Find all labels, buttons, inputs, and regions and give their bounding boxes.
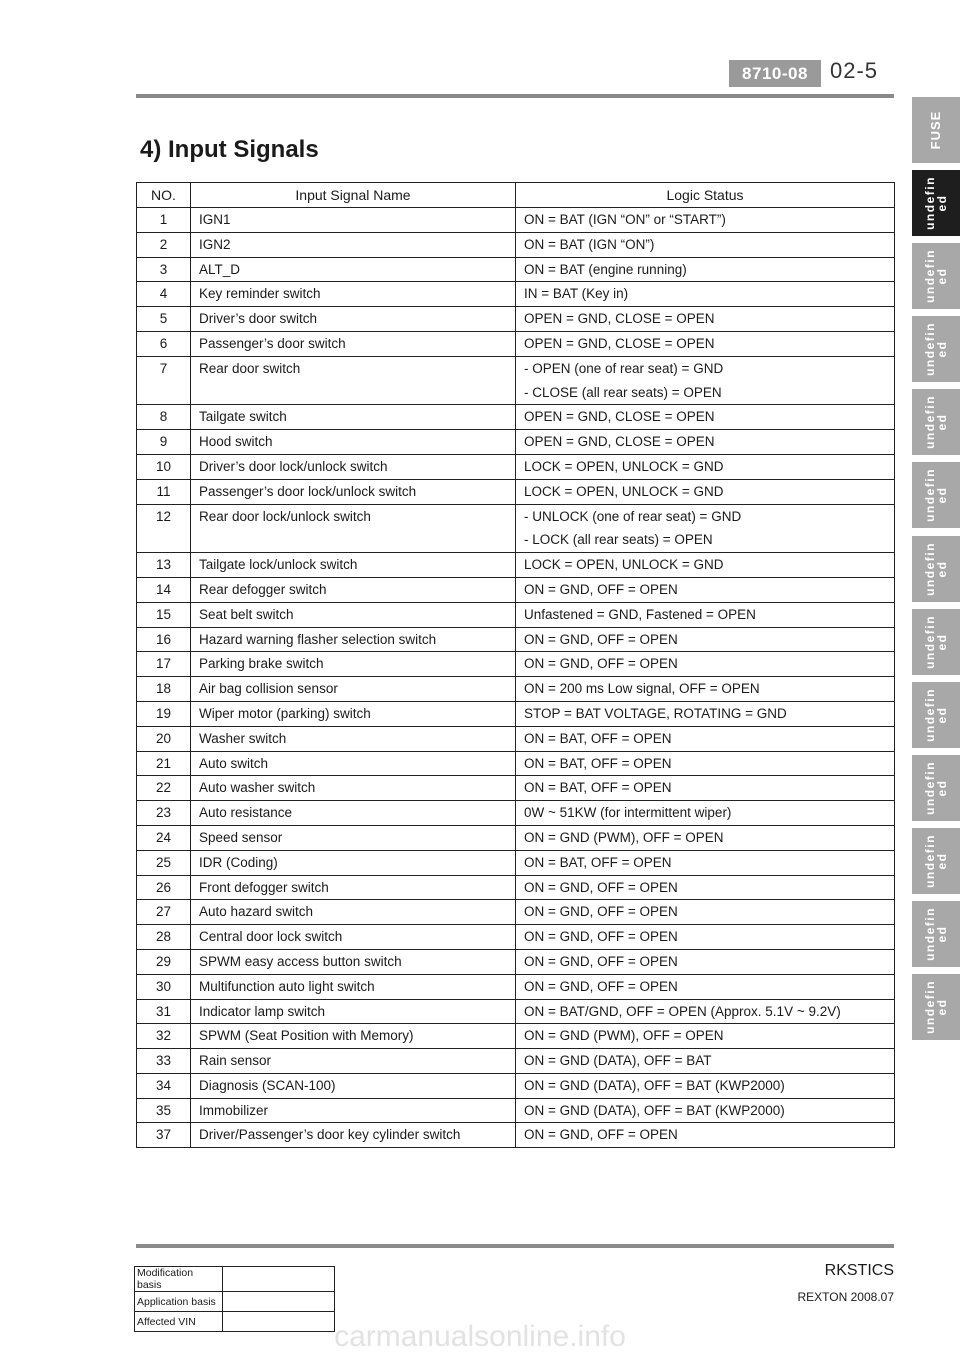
watermark: carmanualsonline.info	[334, 1320, 626, 1353]
logic-status	[516, 652, 895, 677]
modification-label: Modification basis	[135, 1267, 223, 1292]
tab-chapter[interactable]	[912, 243, 960, 309]
logic-status-line: ON = BAT, OFF = OPEN	[524, 730, 672, 746]
logic-status-line: ON = 200 ms Low signal, OFF = OPEN	[524, 681, 760, 697]
row-number: 20	[137, 726, 191, 751]
modification-value	[223, 1292, 335, 1312]
row-number: 6	[137, 331, 191, 356]
row-number: 25	[137, 850, 191, 875]
tab-chapter[interactable]	[912, 536, 960, 602]
brand-name: RKSTICS	[824, 1262, 894, 1279]
tab-chapter[interactable]	[912, 828, 960, 894]
logic-status-line: - UNLOCK (one of rear seat) = GND	[524, 508, 742, 524]
table-row	[137, 627, 895, 652]
signal-name: Speed sensor	[191, 825, 516, 850]
logic-status-line: ON = GND, OFF = OPEN	[524, 631, 678, 647]
logic-status-line: ON = GND, OFF = OPEN	[524, 581, 678, 597]
logic-status-line: ON = BAT (IGN “ON”)	[524, 236, 655, 252]
signal-name: Rain sensor	[191, 1049, 516, 1074]
logic-status-line: Unfastened = GND, Fastened = OPEN	[524, 606, 756, 622]
tab-label: undefin ed	[923, 760, 949, 815]
tab-label: undefin ed	[923, 468, 949, 523]
table-row	[137, 652, 895, 677]
signal-name: Passenger’s door switch	[191, 331, 516, 356]
logic-status-line: ON = BAT (engine running)	[524, 261, 687, 277]
section-code-badge: 8710-08	[729, 60, 821, 87]
tab-chapter[interactable]	[912, 389, 960, 455]
tab-label: undefin ed	[923, 980, 949, 1035]
tab-label: undefin ed	[923, 834, 949, 888]
table-row	[137, 875, 895, 900]
row-number: 21	[137, 751, 191, 776]
signal-name: Hazard warning flasher selection switch	[191, 627, 516, 652]
table-row	[137, 751, 895, 776]
signal-name: Driver/Passenger’s door key cylinder switch	[191, 1123, 516, 1148]
table-row	[137, 577, 895, 602]
signal-name: IGN2	[191, 232, 516, 257]
row-number: 7	[137, 356, 191, 405]
table-row	[137, 999, 895, 1024]
logic-status-line: ON = BAT, OFF = OPEN	[524, 780, 672, 796]
logic-status-line: ON = GND, OFF = OPEN	[524, 953, 678, 969]
logic-status	[516, 801, 895, 826]
table-row	[137, 949, 895, 974]
signal-name: Key reminder switch	[191, 282, 516, 307]
logic-status-line: - OPEN (one of rear seat) = GND	[524, 360, 724, 376]
logic-status-line: IN = BAT (Key in)	[524, 286, 629, 302]
row-number: 10	[137, 454, 191, 479]
logic-status	[516, 282, 895, 307]
table-row	[137, 1073, 895, 1098]
row-number: 13	[137, 553, 191, 578]
logic-status	[516, 454, 895, 479]
row-number: 22	[137, 776, 191, 801]
logic-status-line: ON = GND, OFF = OPEN	[524, 929, 678, 945]
logic-status-line: ON = GND, OFF = OPEN	[524, 1127, 678, 1143]
row-number: 24	[137, 825, 191, 850]
signal-name: Tailgate switch	[191, 405, 516, 430]
footer-rule	[136, 1244, 894, 1248]
tab-label: undefin ed	[923, 687, 949, 742]
chapter-tabs	[912, 97, 960, 1047]
row-number: 14	[137, 577, 191, 602]
modification-row	[135, 1267, 335, 1292]
table-row	[137, 677, 895, 702]
logic-status	[516, 479, 895, 504]
signal-name: Diagnosis (SCAN-100)	[191, 1073, 516, 1098]
logic-status	[516, 331, 895, 356]
logic-status	[516, 900, 895, 925]
row-number: 29	[137, 949, 191, 974]
modification-label: Application basis	[135, 1292, 223, 1312]
logic-status	[516, 307, 895, 332]
table-row	[137, 801, 895, 826]
page-number: 02-5	[830, 58, 879, 83]
tab-chapter[interactable]	[912, 901, 960, 967]
logic-status-line: ON = GND, OFF = OPEN	[524, 879, 678, 895]
logic-status-line: OPEN = GND, CLOSE = OPEN	[524, 311, 715, 327]
logic-status-line: LOCK = OPEN, UNLOCK = GND	[524, 483, 724, 499]
header-rule	[136, 94, 894, 98]
logic-status-line: ON = GND, OFF = OPEN	[524, 656, 678, 672]
table-row	[137, 208, 895, 233]
logic-status	[516, 577, 895, 602]
tab-chapter[interactable]	[912, 170, 960, 236]
logic-status-line: STOP = BAT VOLTAGE, ROTATING = GND	[524, 705, 787, 721]
page-title: 4) Input Signals	[140, 136, 319, 163]
logic-status	[516, 1098, 895, 1123]
signal-name: Auto resistance	[191, 801, 516, 826]
table-row	[137, 701, 895, 726]
signal-name: Multifunction auto light switch	[191, 974, 516, 999]
modification-value	[223, 1267, 335, 1292]
tab-chapter[interactable]	[912, 609, 960, 675]
table-row	[137, 257, 895, 282]
row-number: 33	[137, 1049, 191, 1074]
tab-label: undefin ed	[923, 249, 949, 304]
signal-name: Rear door switch	[191, 356, 516, 405]
signal-name: IDR (Coding)	[191, 850, 516, 875]
row-number: 4	[137, 282, 191, 307]
logic-status-line: ON = GND, OFF = OPEN	[524, 978, 678, 994]
modification-row	[135, 1292, 335, 1312]
table-row	[137, 430, 895, 455]
row-number: 5	[137, 307, 191, 332]
logic-status	[516, 949, 895, 974]
table-row	[137, 1123, 895, 1148]
table-header-row	[137, 183, 895, 208]
row-number: 17	[137, 652, 191, 677]
table-row	[137, 726, 895, 751]
logic-status-line: ON = GND (DATA), OFF = BAT (KWP2000)	[524, 1077, 785, 1093]
row-number: 11	[137, 479, 191, 504]
table-row	[137, 356, 895, 405]
table-row	[137, 776, 895, 801]
row-number: 18	[137, 677, 191, 702]
row-number: 34	[137, 1073, 191, 1098]
logic-status	[516, 974, 895, 999]
signal-name: Wiper motor (parking) switch	[191, 701, 516, 726]
modification-label: Affected VIN	[135, 1312, 223, 1332]
table-body	[137, 208, 895, 1148]
row-number: 8	[137, 405, 191, 430]
signal-name: Passenger’s door lock/unlock switch	[191, 479, 516, 504]
logic-status	[516, 776, 895, 801]
tab-chapter[interactable]	[912, 462, 960, 528]
logic-status-line: ON = BAT (IGN “ON” or “START”)	[524, 212, 726, 227]
logic-status	[516, 208, 895, 233]
signal-name: Parking brake switch	[191, 652, 516, 677]
signal-name: SPWM (Seat Position with Memory)	[191, 1024, 516, 1049]
signal-name: Air bag collision sensor	[191, 677, 516, 702]
row-number: 32	[137, 1024, 191, 1049]
tab-chapter[interactable]	[912, 974, 960, 1040]
table-row	[137, 900, 895, 925]
header-signal-name: Input Signal Name	[191, 183, 516, 208]
logic-status	[516, 1049, 895, 1074]
signal-name: Hood switch	[191, 430, 516, 455]
input-signals-table	[136, 182, 895, 1148]
logic-status-line: LOCK = OPEN, UNLOCK = GND	[524, 557, 724, 573]
logic-status	[516, 232, 895, 257]
row-number: 15	[137, 602, 191, 627]
logic-status-line: ON = BAT, OFF = OPEN	[524, 755, 672, 771]
tab-label: undefin ed	[923, 176, 949, 231]
row-number: 28	[137, 925, 191, 950]
logic-status	[516, 430, 895, 455]
tab-chapter[interactable]	[912, 755, 960, 821]
table-row	[137, 282, 895, 307]
table-row	[137, 1098, 895, 1123]
signal-name: Tailgate lock/unlock switch	[191, 553, 516, 578]
table-row	[137, 850, 895, 875]
signal-name: Driver’s door switch	[191, 307, 516, 332]
logic-status-line: ON = BAT/GND, OFF = OPEN (Approx. 5.1V ~ 9.2V)	[524, 1003, 841, 1019]
table-row	[137, 232, 895, 257]
logic-status-line: ON = GND (DATA), OFF = BAT (KWP2000)	[524, 1102, 785, 1118]
signal-name: Front defogger switch	[191, 875, 516, 900]
signal-name: Auto switch	[191, 751, 516, 776]
signal-name: Driver’s door lock/unlock switch	[191, 454, 516, 479]
tab-label: undefin ed	[923, 322, 949, 377]
tab-chapter[interactable]	[912, 682, 960, 748]
header-logic-status: Logic Status	[516, 183, 895, 208]
row-number: 2	[137, 232, 191, 257]
signal-name: ALT_D	[191, 257, 516, 282]
logic-status	[516, 405, 895, 430]
logic-status	[516, 850, 895, 875]
row-number: 37	[137, 1123, 191, 1148]
table-row	[137, 405, 895, 430]
logic-status	[516, 553, 895, 578]
signal-name: IGN1	[191, 208, 516, 233]
logic-status-line: LOCK = OPEN, UNLOCK = GND	[524, 458, 724, 474]
logic-status	[516, 627, 895, 652]
logic-status-line: OPEN = GND, CLOSE = OPEN	[524, 409, 715, 425]
logic-status-line: - LOCK (all rear seats) = OPEN	[524, 532, 713, 548]
logic-status	[516, 504, 895, 553]
table-row	[137, 1024, 895, 1049]
table-row	[137, 307, 895, 332]
logic-status	[516, 701, 895, 726]
tab-label: undefin ed	[923, 541, 949, 596]
signal-name: Central door lock switch	[191, 925, 516, 950]
tab-label: undefin ed	[923, 907, 949, 961]
row-number: 12	[137, 504, 191, 553]
row-number: 31	[137, 999, 191, 1024]
tab-label: undefin ed	[923, 395, 949, 450]
logic-status	[516, 602, 895, 627]
tab-label: undefin ed	[923, 614, 949, 669]
row-number: 1	[137, 208, 191, 233]
logic-status-line: ON = BAT, OFF = OPEN	[524, 854, 672, 870]
table-row	[137, 602, 895, 627]
signal-name: Auto hazard switch	[191, 900, 516, 925]
header-no: NO.	[137, 183, 191, 208]
row-number: 16	[137, 627, 191, 652]
signal-name: Rear door lock/unlock switch	[191, 504, 516, 553]
logic-status-line: ON = GND (PWM), OFF = OPEN	[524, 829, 724, 845]
logic-status	[516, 825, 895, 850]
signal-name: SPWM easy access button switch	[191, 949, 516, 974]
signal-name: Rear defogger switch	[191, 577, 516, 602]
row-number: 30	[137, 974, 191, 999]
signal-name: Indicator lamp switch	[191, 999, 516, 1024]
logic-status-line: ON = GND (PWM), OFF = OPEN	[524, 1028, 724, 1044]
signal-name: Immobilizer	[191, 1098, 516, 1123]
signal-name: Auto washer switch	[191, 776, 516, 801]
row-number: 9	[137, 430, 191, 455]
tab-fuse[interactable]	[912, 97, 960, 163]
table-row	[137, 825, 895, 850]
signal-name: Washer switch	[191, 726, 516, 751]
logic-status-line: 0W ~ 51KW (for intermittent wiper)	[524, 805, 732, 821]
logic-status	[516, 875, 895, 900]
logic-status	[516, 1123, 895, 1148]
tab-chapter[interactable]	[912, 316, 960, 382]
logic-status-line: ON = GND, OFF = OPEN	[524, 904, 678, 920]
logic-status	[516, 925, 895, 950]
row-number: 35	[137, 1098, 191, 1123]
tab-label: FUSE	[928, 110, 943, 150]
table-row	[137, 504, 895, 553]
table-row	[137, 454, 895, 479]
logic-status-line: OPEN = GND, CLOSE = OPEN	[524, 335, 715, 351]
table-row	[137, 331, 895, 356]
table-row	[137, 553, 895, 578]
table-row	[137, 974, 895, 999]
logic-status-line: OPEN = GND, CLOSE = OPEN	[524, 434, 715, 450]
logic-status	[516, 1024, 895, 1049]
logic-status-line: - CLOSE (all rear seats) = OPEN	[524, 384, 722, 400]
logic-status	[516, 257, 895, 282]
row-number: 23	[137, 801, 191, 826]
logic-status	[516, 677, 895, 702]
logic-status	[516, 726, 895, 751]
logic-status	[516, 356, 895, 405]
table-row	[137, 479, 895, 504]
row-number: 27	[137, 900, 191, 925]
logic-status	[516, 751, 895, 776]
logic-status	[516, 999, 895, 1024]
model-date: REXTON 2008.07	[797, 1290, 894, 1304]
table-row	[137, 1049, 895, 1074]
row-number: 26	[137, 875, 191, 900]
table-row	[137, 925, 895, 950]
row-number: 19	[137, 701, 191, 726]
signal-name: Seat belt switch	[191, 602, 516, 627]
row-number: 3	[137, 257, 191, 282]
logic-status	[516, 1073, 895, 1098]
logic-status-line: ON = GND (DATA), OFF = BAT	[524, 1053, 712, 1069]
